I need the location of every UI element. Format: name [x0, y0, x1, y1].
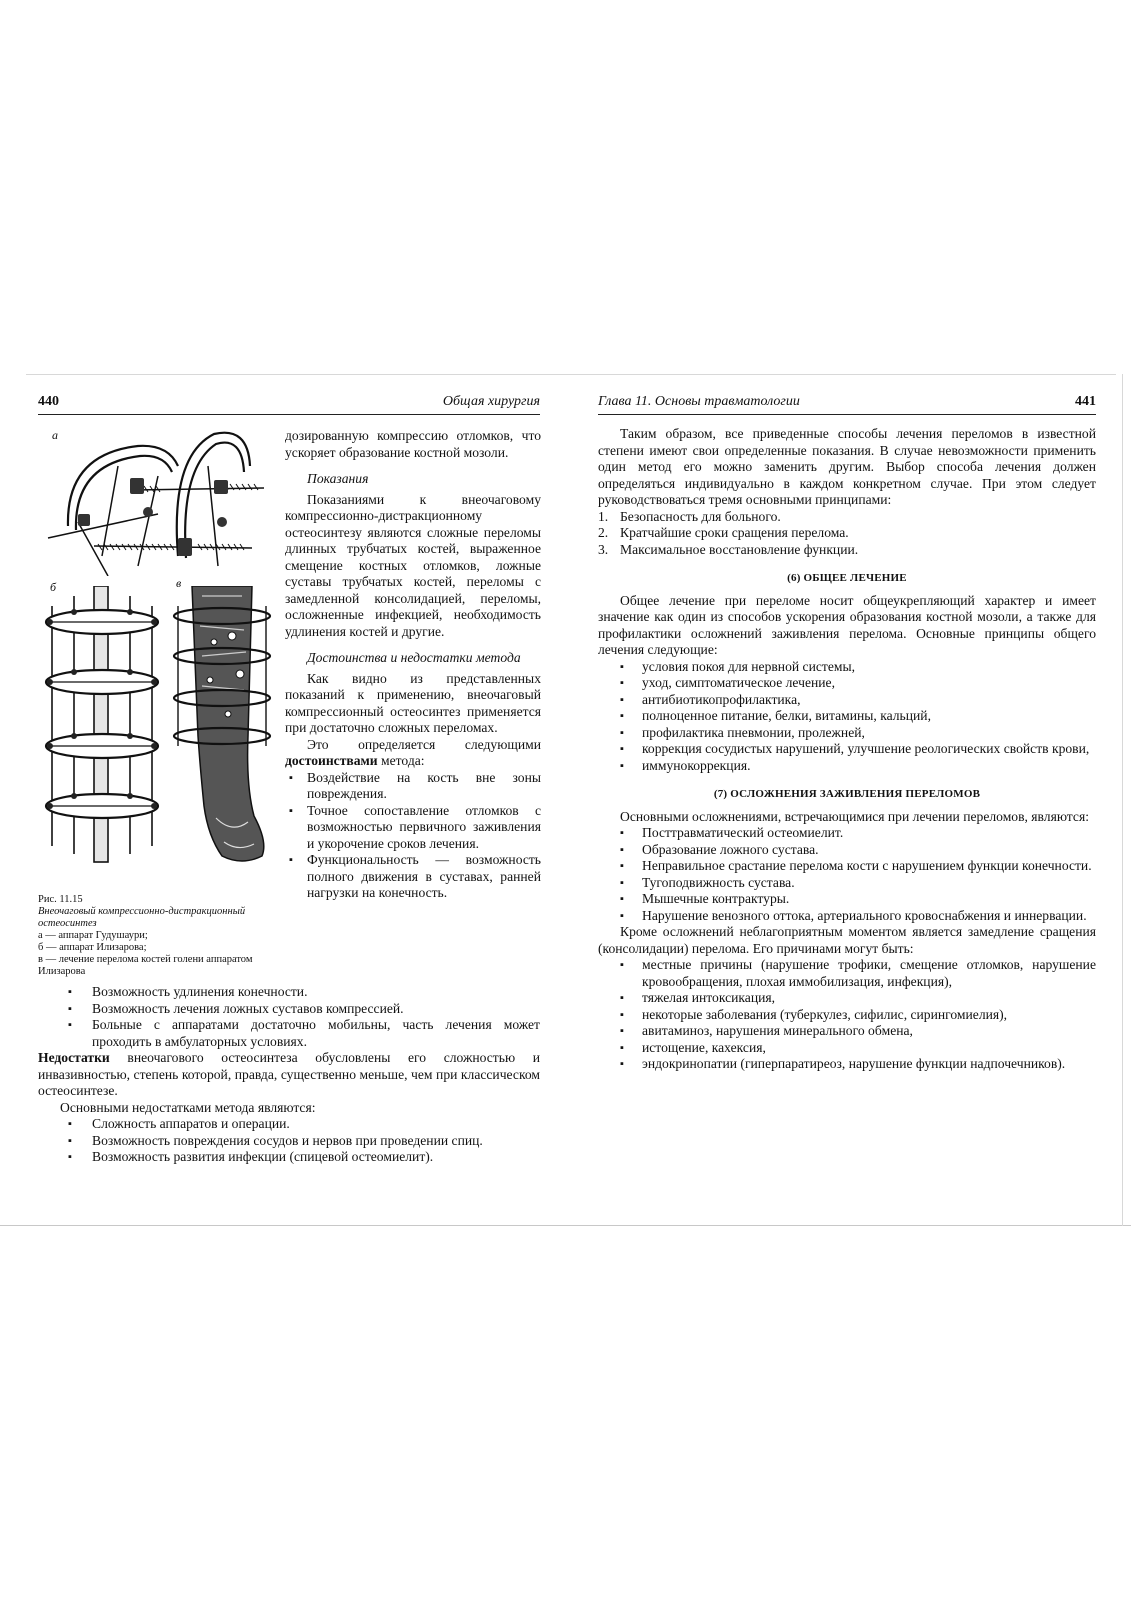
scan-right-edge: [1122, 374, 1123, 1226]
principles-list: [598, 509, 1096, 559]
side-text-column: [285, 428, 541, 902]
figure-label-v: в: [176, 576, 182, 590]
list-item: ▪ местные причины (нарушение трофики, смещение отломков, нарушение кровообращения, плохая иммобилизация, инфекция),: [598, 957, 1096, 990]
right-text-column: [598, 426, 1096, 1073]
paragraph-general-treatment: Общее лечение при переломе носит общеукрепляющий характер и имеет значение как один из способов ускорения образования костной мозоли, а также для профилактики осложнений заживления перелома. Основные принципы общего лечения следующие:: [598, 592, 1096, 657]
list-item: ▪ эндокринопатии (гиперпаратиреоз, нарушение функции надпочечников).: [598, 1056, 1096, 1073]
list-item: ▪ Больные с аппаратами достаточно мобильны, часть лечения может проходить в амбулаторных условиях.: [38, 1017, 540, 1050]
caption-item-a: а — аппарат Гудушаури;: [38, 930, 148, 941]
list-item: ▪ условия покоя для нервной системы,: [598, 659, 1096, 676]
right-page: [598, 374, 1096, 1226]
paragraph-indications: Показаниями к внеочаговому компрессионно-дистракционному остеосинтезу являются сложные переломы длинных трубчатых костей, выраженное смещение костных отломков, ложные суставы трубчатых костей, переломы с замедленной консолидацией, переломы, осложненные инфекцией, необходимость удлинения костей и другие.: [285, 491, 541, 639]
paragraph-disadvantages: [38, 1050, 540, 1100]
disadvantages-text: внеочагового остеосинтеза обусловлены его сложностью и инвазивностью, степень которой, правда, существенно меньше, чем при классическом остеосинтезе.: [38, 1050, 541, 1098]
complications-list: [598, 825, 1096, 924]
left-page: [38, 374, 540, 1226]
figure-number: Рис. 11.15: [38, 894, 83, 905]
figure-11-15: [38, 426, 276, 874]
principle-text: Безопасность для больного.: [620, 508, 781, 524]
list-item: ▪ уход, симптоматическое лечение,: [598, 675, 1096, 692]
advantages-intro-end: метода:: [381, 753, 425, 768]
list-item: ▪ Образование ложного сустава.: [598, 842, 1096, 859]
list-item: ▪ некоторые заболевания (туберкулез, сифилис, сирингомиелия),: [598, 1007, 1096, 1024]
advantages-bold: достоинствами: [285, 753, 378, 768]
list-item: ▪ Воздействие на кость вне зоны повреждения.: [285, 770, 541, 803]
list-item: ▪ Возможность удлинения конечности.: [38, 984, 540, 1001]
section-heading-general-treatment: (6) ОБЩЕЕ ЛЕЧЕНИЕ: [787, 572, 907, 584]
left-running-head: [38, 392, 540, 415]
caption-item-v: в — лечение перелома костей голени аппаратом Илизарова: [38, 954, 253, 977]
paragraph-complications: Основными осложнениями, встречающимися при лечении переломов, являются:: [620, 808, 1089, 824]
principle-number: 3.: [598, 541, 609, 557]
left-page-number: 440: [38, 394, 59, 409]
general-treatment-list: [598, 659, 1096, 775]
disadvantages-bold: Недостатки: [38, 1050, 110, 1065]
advantages-intro-start: Это определяется следующими: [307, 736, 541, 752]
list-item: ▪ Неправильное срастание перелома кости с нарушением функции конечности.: [598, 858, 1096, 875]
list-item: ▪ полноценное питание, белки, витамины, кальций,: [598, 708, 1096, 725]
paragraph-delayed-union: Кроме осложнений неблагоприятным моментом является замедление сращения (консолидации) перелома. Его причинами могут быть:: [598, 924, 1096, 956]
paragraph-disadvantages-intro: Основными недостатками метода являются:: [60, 1099, 316, 1115]
list-item: ▪ иммунокоррекция.: [598, 758, 1096, 775]
paragraph-compression: дозированную компрессию отломков, что ускоряет образование костной мозоли.: [285, 428, 541, 460]
principle-number: 2.: [598, 525, 609, 540]
list-item: ▪ Возможность повреждения сосудов и нервов при проведении спиц.: [38, 1133, 540, 1150]
list-item: ▪ коррекция сосудистых нарушений, улучшение реологических свойств крови,: [598, 741, 1096, 758]
principle-text: Максимальное восстановление функции.: [620, 541, 859, 557]
gudushauri-apparatus-drawing: [38, 426, 276, 576]
section-heading-complications: (7) ОСЛОЖНЕНИЯ ЗАЖИВЛЕНИЯ ПЕРЕЛОМОВ: [713, 788, 981, 800]
paragraph-advantages-intro: [285, 737, 541, 770]
advantages-list: [285, 770, 541, 902]
book-spread: [0, 374, 1131, 1226]
list-item: ▪ Посттравматический остеомиелит.: [598, 825, 1096, 842]
figure-title: Внеочаговый компрессионно-дистракционный остеосинтез: [38, 906, 246, 929]
principle-number: 1.: [598, 508, 609, 524]
principle-item: [598, 509, 1096, 526]
principle-item: [598, 542, 1096, 559]
right-running-title: Глава 11. Основы травматологии: [598, 394, 800, 409]
figure-label-a: а: [52, 428, 58, 442]
principle-text: Кратчайшие сроки сращения перелома.: [620, 525, 849, 540]
list-item: ▪ Возможность развития инфекции (спицевой остеомиелит).: [38, 1149, 540, 1166]
ilizarov-apparatus-drawing: [38, 586, 168, 866]
right-page-number: 441: [1075, 394, 1096, 409]
subheading-indications: Показания: [307, 471, 369, 486]
subheading-pros-cons: Достоинства и недостатки метода: [307, 650, 521, 665]
disadvantages-list: [38, 1116, 540, 1166]
list-item: ▪ авитаминоз, нарушения минерального обмена,: [598, 1023, 1096, 1040]
paragraph-usage: Как видно из представленных показаний к применению, внеочаговый компрессионный остеосинтез применяется при достаточно сложных переломах.: [285, 670, 541, 735]
principle-item: [598, 525, 1096, 542]
list-item: ▪ профилактика пневмонии, пролежней,: [598, 725, 1096, 742]
list-item: ▪ Функциональность — возможность полного движения в суставах, ранней нагрузки на конечность.: [285, 852, 541, 902]
list-item: ▪ истощение, кахексия,: [598, 1040, 1096, 1057]
figure-caption: [38, 894, 278, 978]
caption-item-b: б — аппарат Илизарова;: [38, 942, 147, 953]
leg-treatment-drawing: [172, 586, 276, 866]
list-item: ▪ Нарушение венозного оттока, артериального кровоснабжения и иннервации.: [598, 908, 1096, 925]
figure-label-b: б: [50, 580, 57, 594]
list-item: ▪ антибиотикопрофилактика,: [598, 692, 1096, 709]
list-item: ▪ Сложность аппаратов и операции.: [38, 1116, 540, 1133]
left-full-width-text: [38, 984, 540, 1166]
paragraph-intro: Таким образом, все приведенные способы лечения переломов в известной степени имеют свои определенные показания. В случае невозможности применить один метод его можно заменить другим. Выбор способа лечения должен определяться индивидуально в каждом конкретном случае. При этом следует руководствоваться тремя основными принципами:: [598, 426, 1096, 507]
list-item: ▪ Возможность лечения ложных суставов компрессией.: [38, 1001, 540, 1018]
list-item: ▪ Тугоподвижность сустава.: [598, 875, 1096, 892]
delayed-union-causes-list: [598, 957, 1096, 1073]
right-running-head: [598, 392, 1096, 415]
list-item: ▪ Точное сопоставление отломков с возможностью первичного заживления и укорочение сроков лечения.: [285, 803, 541, 853]
list-item: ▪ Мышечные контрактуры.: [598, 891, 1096, 908]
left-running-title: Общая хирургия: [442, 394, 540, 409]
list-item: ▪ тяжелая интоксикация,: [598, 990, 1096, 1007]
advantages-list-continued: [38, 984, 540, 1050]
